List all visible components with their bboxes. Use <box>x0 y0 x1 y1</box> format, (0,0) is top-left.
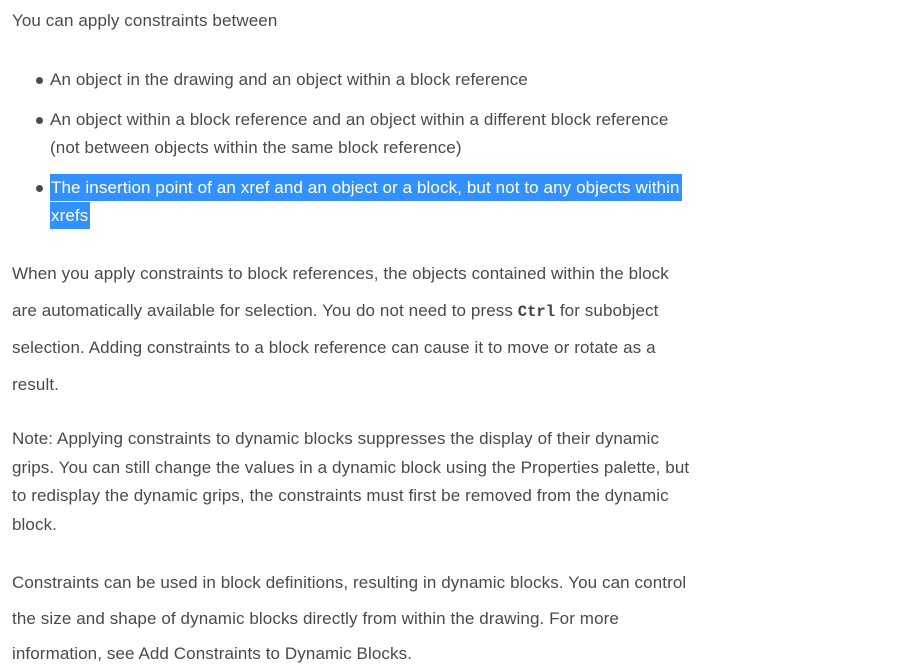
paragraph-line <box>12 636 894 672</box>
paragraph-block-references <box>12 256 894 403</box>
list-item-drawing-object <box>12 66 894 94</box>
paragraph-line: selection. Adding constraints to a block reference can cause it to move or rotate as a <box>12 338 656 357</box>
paragraph-line: to redisplay the dynamic grips, the constraints must first be removed from the dynamic <box>12 486 669 505</box>
list-item-xref-selected <box>12 174 894 230</box>
paragraph-line: Note: Applying constraints to dynamic blocks suppresses the display of their dynamic <box>12 429 660 448</box>
list-item-text: An object within a block reference and an object within a different block reference <box>50 110 669 129</box>
selected-text-line <box>50 202 894 230</box>
bullet-icon <box>36 185 43 192</box>
selected-text: xrefs <box>50 202 90 229</box>
selected-text-line <box>50 174 894 202</box>
paragraph-line: When you apply constraints to block references, the objects contained within the block <box>12 264 669 283</box>
constraint-target-list <box>12 66 894 230</box>
paragraph-line: grips. You can still change the values in a dynamic block using the Properties palette, but <box>12 457 690 477</box>
paragraph-line: block. <box>12 514 58 534</box>
add-constraints-link[interactable]: Add Constraints to Dynamic Blocks <box>138 644 408 663</box>
list-item-text: An object in the drawing and an object within a block reference <box>50 70 528 89</box>
paragraph-line <box>12 293 894 331</box>
paragraph-note <box>12 425 894 539</box>
bullet-icon <box>36 77 43 84</box>
list-item-block-reference <box>12 106 894 162</box>
paragraph-line: result. <box>12 374 59 394</box>
paragraph-text: for subobject <box>555 300 659 320</box>
selected-text: The insertion point of an xref and an object or a block, but not to any objects within <box>50 174 682 201</box>
list-item-text: (not between objects within the same block reference) <box>50 138 462 157</box>
bullet-icon <box>36 117 43 124</box>
paragraph-text: . <box>407 644 413 663</box>
paragraph-text: are automatically available for selection. You do not need to press <box>12 300 518 320</box>
paragraph-line: the size and shape of dynamic blocks directly from within the drawing. For more <box>12 608 619 628</box>
paragraph-line: Constraints can be used in block definitions, resulting in dynamic blocks. You can control <box>12 573 687 592</box>
ctrl-keycap: Ctrl <box>517 302 556 321</box>
paragraph-text: information, see <box>12 644 139 663</box>
intro-paragraph: You can apply constraints between <box>12 11 278 30</box>
paragraph-dynamic-blocks <box>12 565 894 672</box>
